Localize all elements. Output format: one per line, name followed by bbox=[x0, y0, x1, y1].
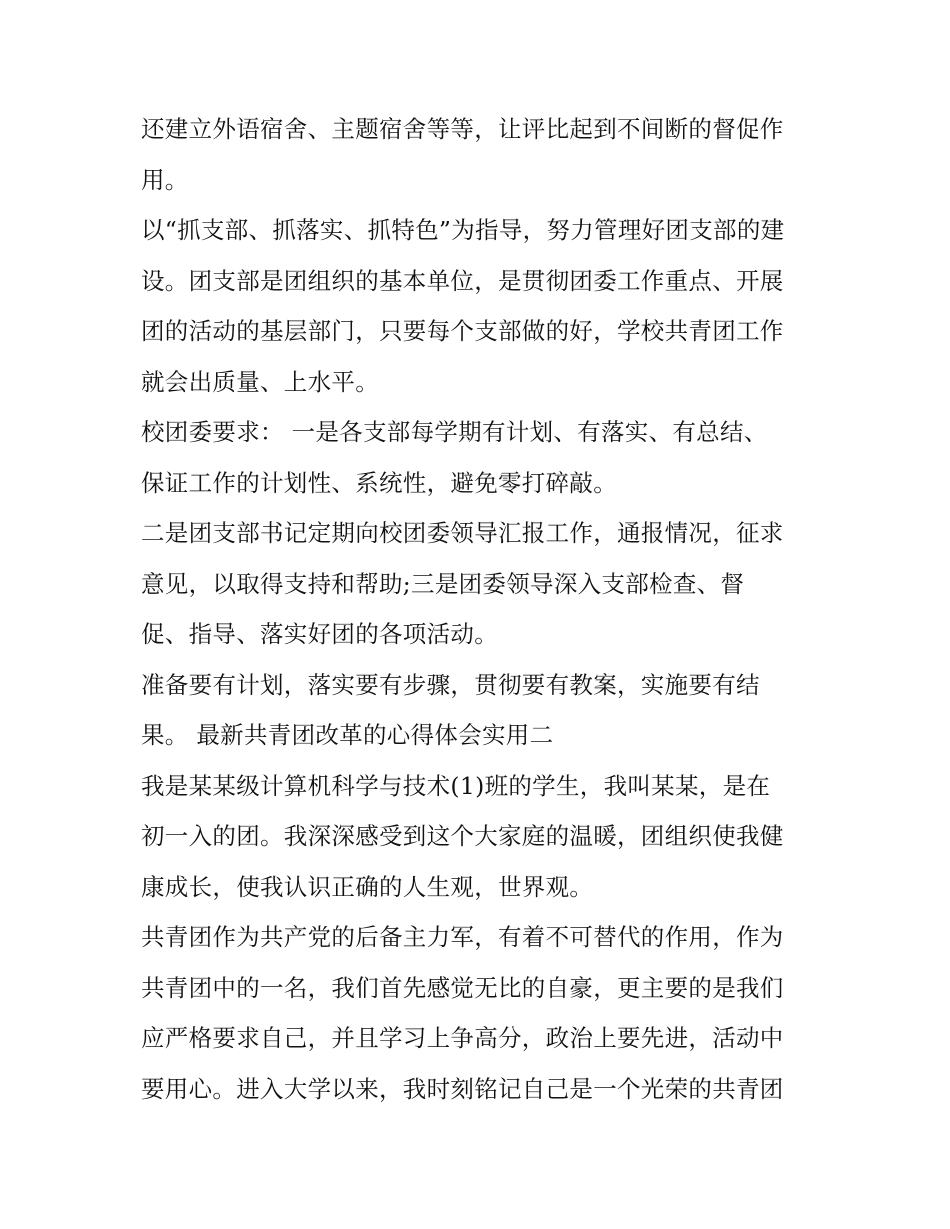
text-line: 准备要有计划，落实要有步骤，贯彻要有教案，实施要有结 bbox=[141, 671, 760, 699]
text-line: 应严格要求自己，并且学习上争高分，政治上要先进，活动中 bbox=[141, 1024, 784, 1052]
text-line: 要用心。进入大学以来，我时刻铭记自己是一个光荣的共青团 bbox=[141, 1075, 784, 1103]
text-line: 校团委要求： 一是各支部每学期有计划、有落实、有总结、 bbox=[141, 418, 768, 446]
text-line: 用。 bbox=[141, 166, 189, 194]
text-line: 促、指导、落实好团的各项活动。 bbox=[141, 620, 498, 648]
text-line: 共青团中的一名，我们首先感觉无比的自豪，更主要的是我们 bbox=[141, 974, 784, 1002]
text-line: 二是团支部书记定期向校团委领导汇报工作，通报情况，征求 bbox=[141, 519, 784, 547]
text-line: 保证工作的计划性、系统性，避免零打碎敲。 bbox=[141, 469, 617, 497]
text-line: 团的活动的基层部门，只要每个支部做的好，学校共青团工作 bbox=[141, 317, 784, 345]
text-line: 初一入的团。我深深感受到这个大家庭的温暖，团组织使我健 bbox=[141, 822, 784, 850]
text-line: 我是某某级计算机科学与技术(1)班的学生，我叫某某，是在 bbox=[141, 772, 771, 800]
text-line: 康成长，使我认识正确的人生观，世界观。 bbox=[141, 873, 594, 901]
text-line: 就会出质量、上水平。 bbox=[141, 368, 379, 396]
text-line: 设。团支部是团组织的基本单位，是贯彻团委工作重点、开展 bbox=[141, 267, 784, 295]
text-line: 意见，以取得支持和帮助;三是团委领导深入支部检查、督 bbox=[141, 570, 745, 598]
text-line: 果。 最新共青团改革的心得体会实用二 bbox=[141, 721, 554, 749]
text-line: 共青团作为共产党的后备主力军，有着不可替代的作用，作为 bbox=[141, 923, 784, 951]
text-line: 还建立外语宿舍、主题宿舍等等，让评比起到不间断的督促作 bbox=[141, 115, 784, 143]
text-line: 以“抓支部、抓落实、抓特色”为指导，努力管理好团支部的建 bbox=[141, 216, 785, 244]
